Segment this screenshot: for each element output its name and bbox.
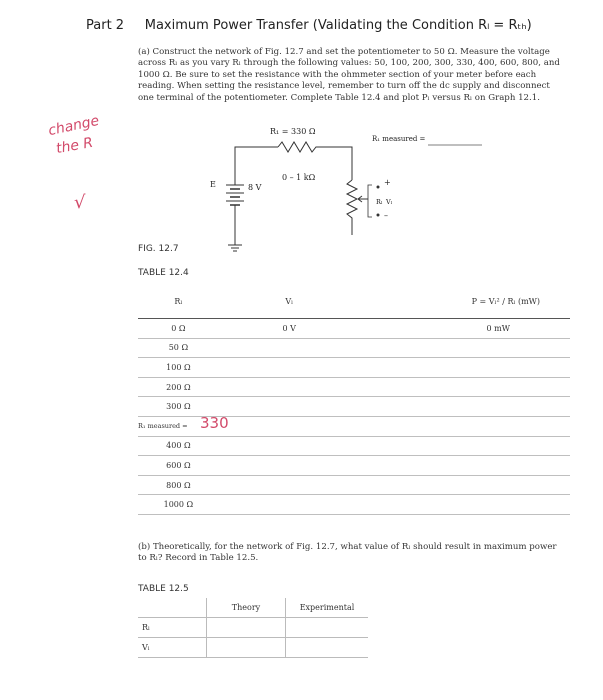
cell-rl: 200 Ω — [138, 377, 219, 397]
cell-rl: 600 Ω — [138, 456, 219, 476]
cell-theory — [207, 638, 286, 658]
cell-power — [360, 358, 570, 378]
resistor-r1-symbol — [278, 142, 320, 152]
part-label: Part 2 — [86, 18, 125, 33]
instruction-part-a: (a) Construct the network of Fig. 12.7 and set the potentiometer to 50 Ω. Measure the voltage across Rₗ as you vary Rₗ through the following values: 50, 100, 200, 300, 330, 400, 600, 800, and 1000 Ω. Be sure to set the resistance with the ohmmeter section of your meter before each reading. When setting the resistance level, remember to turn off the dc supply and disconnect one terminal of the potentiometer. Complete Table 12.4 and plot Pₗ versus Rₗ on Graph 12.1. — [138, 47, 560, 103]
cell-power: 0 mW — [360, 319, 570, 339]
cell-power — [360, 416, 570, 436]
cell-experimental — [286, 638, 369, 658]
r1-measured-text: R₁ measured = — [138, 422, 188, 431]
cell-rl: 50 Ω — [138, 338, 219, 358]
cell-vl — [219, 377, 360, 397]
table-row — [138, 436, 570, 456]
handwritten-330: 330 — [200, 413, 229, 432]
header-rl: Rₗ — [138, 284, 219, 319]
cell-power — [360, 377, 570, 397]
r1-label: R₁ = 330 Ω — [270, 127, 316, 136]
cell-vl — [219, 416, 360, 436]
cell-rl: 1000 Ω — [138, 495, 219, 515]
table-row — [138, 456, 570, 476]
cell-experimental — [286, 618, 369, 638]
table-row — [138, 618, 368, 638]
r1-measured-label: R₁ measured = — [372, 135, 426, 143]
cell-power — [360, 436, 570, 456]
source-label: E — [210, 180, 216, 189]
table-header-row — [138, 284, 570, 319]
table-12-5-label: TABLE 12.5 — [138, 584, 189, 594]
potentiometer-label: 0 – 1 kΩ — [282, 173, 316, 182]
table-row — [138, 338, 570, 358]
cell-power — [360, 495, 570, 515]
instruction-part-b: (b) Theoretically, for the network of Fig. 12.7, what value of Rₗ should result in maximum power to Rₗ? Record in Table 12.5. — [138, 542, 557, 564]
cell-vl — [219, 338, 360, 358]
cell-vl — [219, 456, 360, 476]
cell-vl — [219, 475, 360, 495]
cell-vl — [219, 495, 360, 515]
table-row — [138, 358, 570, 378]
cell-vl — [219, 436, 360, 456]
cell-power — [360, 397, 570, 417]
header-vl: Vₗ — [219, 284, 360, 319]
header-experimental: Experimental — [286, 598, 369, 618]
load-voltage-label: Vₗ — [386, 198, 393, 206]
circuit-figure — [200, 125, 580, 265]
table-header-row — [138, 598, 368, 618]
table-row — [138, 319, 570, 339]
table-row — [138, 475, 570, 495]
handwritten-note-line2: the R — [54, 134, 95, 158]
table-row — [138, 495, 570, 515]
cell-power — [360, 338, 570, 358]
row-label-vl: Vₗ — [138, 638, 207, 658]
cell-rl: 400 Ω — [138, 436, 219, 456]
circuit-diagram — [200, 125, 580, 265]
handwritten-note-line1: change — [46, 112, 101, 140]
table-row — [138, 638, 368, 658]
cell-vl — [219, 397, 360, 417]
handwritten-checkmark: √ — [74, 192, 86, 213]
table-row-r1-measured — [138, 416, 570, 436]
header-theory: Theory — [207, 598, 286, 618]
table-row — [138, 377, 570, 397]
cell-rl: 100 Ω — [138, 358, 219, 378]
table-12-5 — [138, 598, 368, 658]
table-12-4 — [138, 284, 570, 515]
cell-vl — [219, 358, 360, 378]
cell-theory — [207, 618, 286, 638]
cell-rl: 0 Ω — [138, 319, 219, 339]
cell-vl: 0 V — [219, 319, 360, 339]
source-value: 8 V — [248, 183, 262, 192]
cell-power — [360, 456, 570, 476]
cell-rl: 800 Ω — [138, 475, 219, 495]
section-title: Maximum Power Transfer (Validating the Condition Rₗ = Rₜₕ) — [144, 18, 532, 33]
potentiometer-symbol — [347, 180, 357, 220]
load-label: Rₗ — [376, 198, 383, 206]
cell-rl: 300 Ω — [138, 397, 219, 417]
plus-sign: + — [384, 178, 391, 187]
cell-power — [360, 475, 570, 495]
header-power: P = Vₗ² / Rₗ (mW) — [360, 284, 570, 319]
page-header — [86, 18, 532, 33]
figure-caption: FIG. 12.7 — [138, 244, 179, 254]
row-label-rl: Rₗ — [138, 618, 207, 638]
minus-sign: – — [384, 211, 388, 220]
cell-rl-measured — [138, 413, 229, 436]
header-blank — [138, 598, 207, 618]
table-12-4-label: TABLE 12.4 — [138, 268, 189, 278]
